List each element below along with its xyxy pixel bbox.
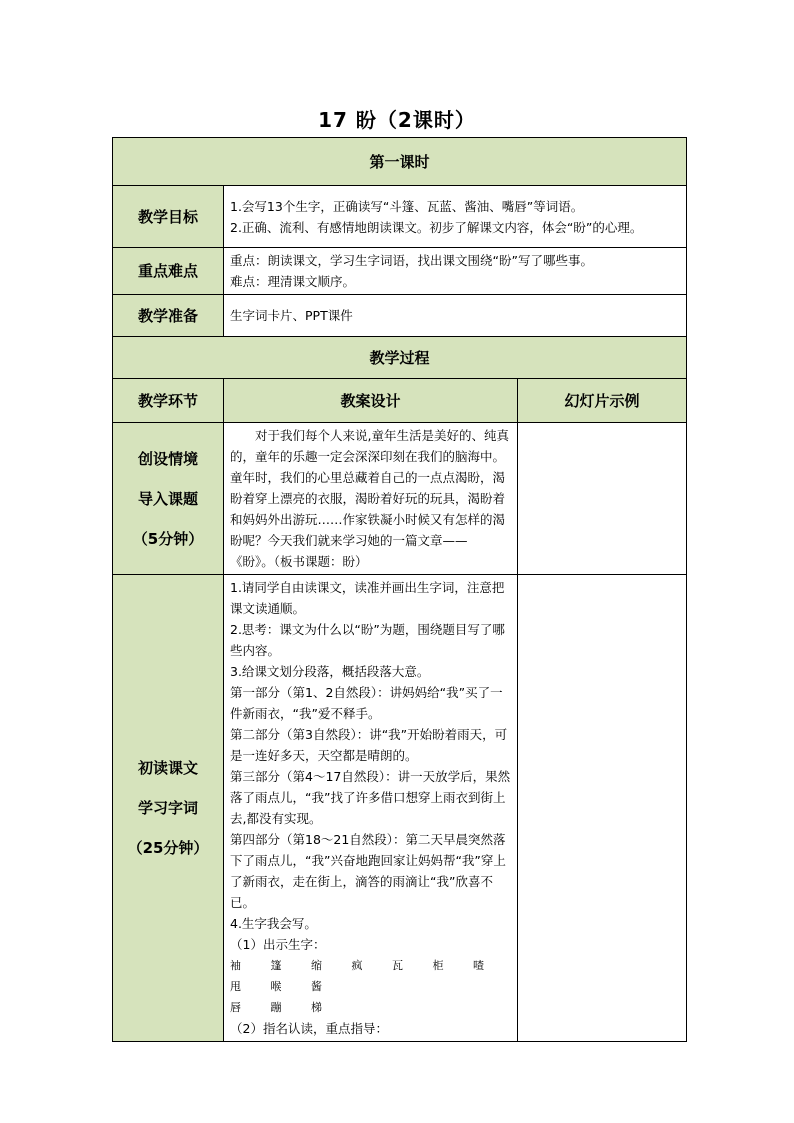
row2-label-line-3: （25分钟） [127,839,209,857]
row2-line-5: 第二部分（第3自然段）：讲“我”开始盼着雨天，可是一连好多天，天空都是晴朗的。 [230,727,508,763]
row2-line-6: 第三部分（第4～17自然段）：讲一天放学后，果然落了雨点儿，“我”找了许多借口想穿上雨衣到街上去,都没有实现。 [230,769,511,826]
col-header-slides: 幻灯片示例 [518,379,687,423]
row2-line-9: （1）出示生字： [230,937,326,952]
goals-content [224,186,687,248]
row2-content [224,575,518,1042]
key-label: 重点难点 [113,248,224,295]
col-header-stage: 教学环节 [113,379,224,423]
row2-line-12: （2）指名认读，重点指导： [230,1021,388,1036]
row2-chars-2: 唇 蹦 梯 [230,1001,335,1014]
row2-line-4: 第一部分（第1、2自然段）：讲妈妈给“我”买了一件新雨衣，“我”爱不释手。 [230,685,503,721]
row2-line-3: 3.给课文划分段落，概括段落大意。 [230,664,430,679]
key-line-1: 重点：朗读课文，学习生字词语，找出课文围绕“盼”写了哪些事。 [230,253,593,268]
row1-text: 对于我们每个人来说,童年生活是美好的、纯真的，童年的乐趣一定会深深印刻在我们的脑海中。童年时，我们的心里总藏着自己的一点点渴盼，渴盼着穿上漂亮的衣服，渴盼着好玩的玩具，渴盼着和妈妈外出游玩……作家铁凝小时候又有怎样的渴盼呢？今天我们就来学习她的一篇文章——《盼》。（板书课题：盼） [230,428,509,569]
row2-label [113,575,224,1042]
row1-label-line-1: 创设情境 [137,449,198,468]
row1-slide-cell [518,423,687,575]
lesson-plan-table [112,137,687,1042]
section-process: 教学过程 [113,337,687,379]
row2-line-7: 第四部分（第18～21自然段）：第二天早晨突然落下了雨点儿，“我”兴奋地跑回家让妈妈帮“我”穿上了新雨衣，走在街上，滴答的雨滴让“我”欣喜不已。 [230,832,506,910]
row2-chars-1: 袖 篷 缩 疯 瓦 柜 喳 甩 喉 酱 [230,959,497,993]
row2-label-line-2: 学习字词 [137,799,198,817]
goals-label: 教学目标 [113,186,224,248]
col-header-design: 教案设计 [224,379,518,423]
prep-label: 教学准备 [113,295,224,337]
row2-slide-cell [518,575,687,1042]
row2-line-8: 4.生字我会写。 [230,916,317,931]
goals-line-2: 2.正确、流利、有感情地朗读课文。初步了解课文内容，体会“盼”的心理。 [230,219,643,235]
key-line-2: 难点：理清课文顺序。 [230,274,356,289]
key-content [224,248,687,295]
goals-line-1: 1.会写13个生字，正确读写“斗篷、瓦蓝、酱油、嘴唇”等词语。 [230,198,584,214]
page-title: 17 盼（2课时） [318,108,476,132]
row2-label-line-1: 初读课文 [137,759,198,777]
section-first-lesson: 第一课时 [113,138,687,186]
row1-label-line-2: 导入课题 [137,489,198,508]
row1-label [113,423,224,575]
row2-line-2: 2.思考：课文为什么以“盼”为题，围绕题目写了哪些内容。 [230,622,505,658]
row2-line-1: 1.请同学自由读课文，读准并画出生字词，注意把课文读通顺。 [230,580,505,616]
row1-label-line-3: （5分钟） [132,529,204,548]
row1-content [224,423,518,575]
prep-content: 生字词卡片、PPT课件 [224,295,687,337]
